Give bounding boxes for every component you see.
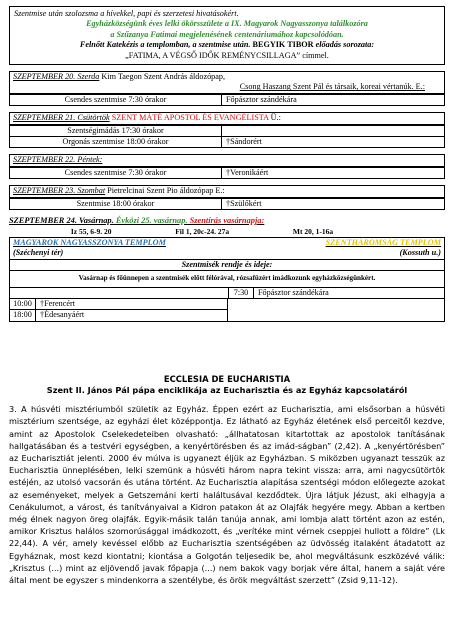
mass-intention: †Sándorért [226,137,262,147]
encyclical-article [9,374,445,586]
mass-order-heading: Szentmisék rendje és ideje: [10,260,444,271]
sunday-special: Szentírás vasárnapja: [187,216,265,226]
bulletin-page [9,6,445,322]
day-header [10,155,444,166]
day-box-sep20 [9,71,445,106]
article-body: 3. A húsvéti misztériumból születik az Egyház. Éppen ezért az Eucharisztia, ami elsősorban a húsvéti misztérium szentsége, az egyházi élet középpontja. Ez látható az Egyház életének első perceitől kezdve, amint az Apostolok Cselekedeteiben olvasható: „állhatatosan kitartottak az apostolok tanításának hallgatásában és a testvéri egységben, a kenyértörésben és az imád-ságban” (2,42). A „kenyértörésben” az Eucharisztiát jelenti. 2000 év múlva is ugyanezt éljük az Egyházban. S miközben ugyanazt tesszük az Eucharisztia ünneplésében, lelki szemünk a húsvéti három napra tekint vissza: arra, ami nagycsütörtök estéjén, az utolsó vacsorán és utána történt. Az Eucharisztia alapítása szentségi módon előlegezte azokat az eseményeket, melyek a Getszemáni kerti haláltusával kezdődtek. Újra látjuk Jézust, aki elhagyja a Cenákulumot, a várost, és tanítványaival a Kidron patakon át az Olajfák hegyére megy. Abban a kertben még élnek nagyon öreg olajfák. Egyik-másik talán tanúja annak, ami lombja alatt történt azon az estén, amikor Krisztus halálos szomorúsággal imádkozott, és „verítéke mint vérnek cseppjei hullott a földre” (Lk 22,44). A vér, amely kevéssel előbb az Eucharisztia szentségében az üdvösség italaként átadatott az Egyháznak, most kezd kiontatni; kiontása a Golgotán teljesedik be, ahol megváltásunk eszközévé válik: „Krisztus (...) mint az eljövendő javak főpapja (...) nem bakok vagy borjak vére által, hanem a saját vére által ment be egyszer s mindenkorra a szentélybe, és örök megváltást szerzett” (Zsid 9,11-12). [9,404,445,586]
day-date: SZEPTEMBER 20. Szerda [13,72,100,82]
intro-line-1: Szentmise után szolozsma a hívekkel, papi és szerzetesi hivatásokért. [14,9,239,18]
location-left: (Széchenyi tér) [13,248,64,258]
day-saints: Kim Taegon Szent András áldozópap, [99,72,226,82]
church-names [10,238,444,248]
mass-row [10,125,444,136]
article-subtitle: Szent II. János Pál pápa enciklikája az Eucharisztia és az Egyház kapcsolatáról [46,384,408,395]
sunday-mass-table [9,237,445,322]
intro-line-5: „FATIMA, A VÉGSŐ IDŐK REMÉNYCSILLAGA” címmel. [125,50,329,60]
intro-line-2: Egyházközségünk éves lelki ökörsszülete a IX. Magyarok Nagyasszonya találkozóra [86,19,368,29]
mass-row [10,167,444,178]
reading-3: Mt 20, 1-16a [292,226,334,236]
mass-time: Orgonás szentmise 18:00 órakor [10,137,222,147]
mass-intention: †Szülőkért [226,198,262,208]
church-right: SZENTHÁROMSÁG TEMPLOM [325,237,441,247]
day-date: SZEPTEMBER 21. Csütörtök [13,113,110,123]
sunday-date: SZEPTEMBER 24. Vasárnap. [9,216,114,226]
church-left: MAGYAROK NAGYASSZONYA TEMPLOM [13,237,166,247]
mass-time: 7:30 [228,288,254,298]
mass-intention: †Ferencért [40,298,76,308]
mass-row [10,136,444,147]
mass-time: Szentségimádás 17:30 órakor [10,126,222,136]
intro-line-4 [14,40,440,50]
mass-intention: †Édesanyáért [40,310,85,320]
day-saints: Pietrelcinai Szent Pio áldozópap E.: [105,186,225,196]
mass-row [10,94,444,105]
reading-1: Iz 55, 6-9. 20 [70,226,112,236]
mass-time: Csendes szentmise 7:30 órakor [10,95,222,105]
sunday-header [9,216,445,226]
location-right: (Kossuth u.) [399,248,441,258]
feast-name: SZENT MÁTÉ APOSTOL ÉS EVANGÉLISTA [109,113,269,123]
mass-intention: Főpásztor szándékára [258,287,329,297]
rosary-note: Vasárnap és főünnepen a szentmisék előtt félórával, rózsafüzért imádkozunk egyházközségünkért. [10,271,444,287]
intro-box [9,6,445,65]
day-box-sep21 [9,112,445,148]
mass-time: Szentmise 18:00 órakor [10,199,222,209]
day-date: SZEPTEMBER 22. Péntek: [13,155,103,165]
intro-line-4-a: Felnőtt Katekézis a templomban, a szentmise után. [79,40,251,50]
day-header [10,186,444,197]
day-header [10,113,444,124]
intro-line-4-c: előadás sorozata: [315,40,375,50]
day-saints-2: Csong Haszang Szent Pál és társaik, koreai vértanúk. E.: [239,82,425,92]
sunday-section [9,216,445,322]
intro-line-3: a Szűzanya Fatimai megjelenésének centenáriumához kapcsolódóan. [110,29,344,39]
sunday-liturgical: Évközi 25. vasárnap. [113,216,188,226]
right-church-row [10,288,444,299]
intro-lecturer: BEGYIK TIBOR [252,40,314,50]
feast-rank: Ü.: [268,113,281,123]
day-box-sep22 [9,154,445,179]
day-header [10,72,444,94]
mass-time: 10:00 [10,299,36,309]
readings-row [9,227,445,237]
mass-intention: Főpásztor szándékára [226,94,297,104]
mass-intention: †Veronikáért [226,167,269,177]
reading-2: Fil 1, 20c-24. 27a [175,226,230,236]
left-church-row [10,309,228,320]
mass-row [10,198,444,209]
mass-time: 18:00 [10,310,36,320]
church-locations [10,248,444,259]
mass-intention [222,126,444,136]
left-church-row [10,299,228,309]
day-date: SZEPTEMBER 23. Szombat [13,186,106,196]
article-title: ECCLESIA DE EUCHARISTIA [163,374,291,384]
mass-time: Csendes szentmise 7:30 órakor [10,168,222,178]
day-box-sep23 [9,185,445,210]
